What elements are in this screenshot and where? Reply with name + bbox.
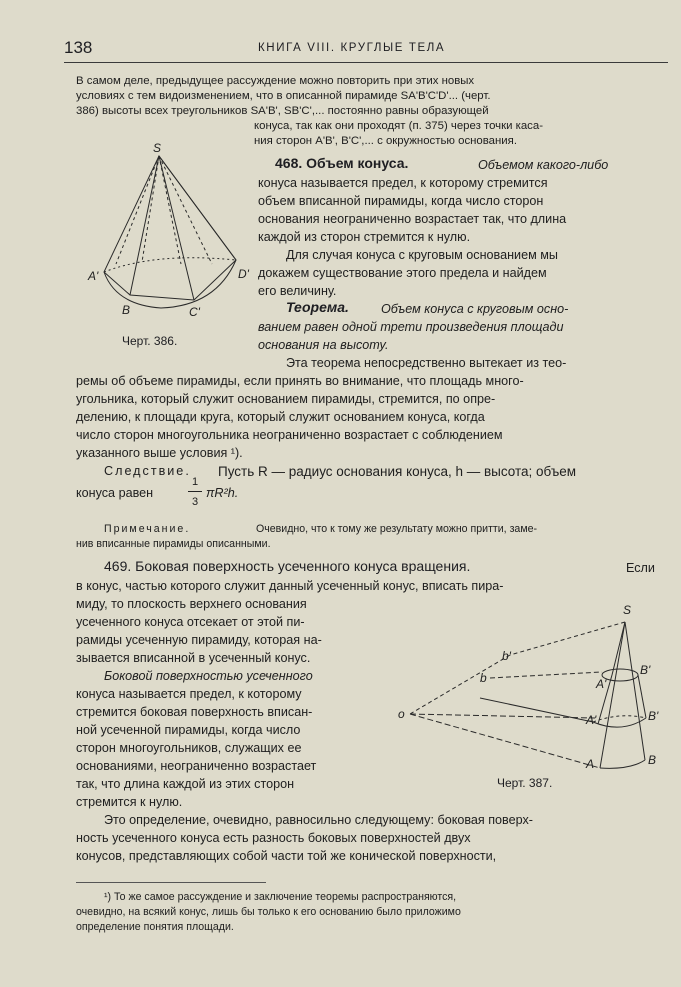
- note-line: нив вписанные пирамиды описанными.: [76, 538, 271, 550]
- figure-387-caption: Черт. 387.: [497, 776, 553, 790]
- proof-line: указанного выше условия ¹).: [76, 446, 243, 460]
- section-469-line: Боковой поверхностью усеченного: [104, 669, 313, 683]
- section-469-line: стремится к нулю.: [76, 795, 183, 809]
- fig387-label-s: S: [623, 603, 632, 617]
- formula-tail: πR²h.: [206, 486, 239, 500]
- section-468-title: 468. Объем конуса.: [275, 155, 409, 171]
- proof-line: ремы об объеме пирамиды, если принять во внимание, что площадь много-: [76, 374, 524, 388]
- intro-line: 386) высоты всех треугольников SA'B', SB'C',... постоянно равны образующей: [76, 105, 489, 117]
- fig387-label-b2: b: [480, 671, 487, 685]
- formula-numerator: 1: [192, 476, 199, 488]
- figure-387: [390, 600, 665, 780]
- fraction-bar: [188, 491, 202, 492]
- section-469-line: в конус, частью которого служит данный усеченный конус, вписать пира-: [76, 579, 504, 593]
- fig387-label-b5: B: [648, 753, 657, 767]
- running-title: КНИГА VIII. КРУГЛЫЕ ТЕЛА: [258, 42, 446, 54]
- section-469-line: ность усеченного конуса есть разность боковых поверхностей двух: [76, 831, 471, 845]
- corollary-text: Пусть R — радиус основания конуса, h — высота; объем: [218, 464, 577, 479]
- fig387-label-b3: B': [640, 663, 651, 677]
- fig387-label-b1: b': [502, 649, 511, 663]
- intro-line: В самом деле, предыдущее рассуждение можно повторить при этих новых: [76, 75, 475, 87]
- theorem-line: Объем конуса с круговым осно-: [381, 302, 569, 316]
- fig387-label-a2: A': [586, 713, 597, 727]
- section-469-line: миду, то плоскость верхнего основания: [76, 597, 307, 611]
- fig386-label-d: D': [238, 267, 249, 281]
- section-469-line: сторон многоугольников, служащих ее: [76, 741, 302, 755]
- section-469-line: так, что длина каждой из этих сторон: [76, 777, 295, 791]
- section-468-line: Объемом какого-либо: [478, 158, 609, 172]
- section-469-line: ной усеченной пирамиды, когда число: [76, 723, 301, 737]
- proof-line: число сторон многоугольника неограниченно возрастает с соблюдением: [76, 428, 503, 442]
- fig386-label-s: S: [153, 141, 162, 155]
- section-468-line: каждой из сторон стремится к нулю.: [258, 230, 471, 244]
- formula-denominator: 3: [192, 496, 199, 508]
- fig387-label-a3: A: [586, 757, 595, 771]
- section-469-line: основаниями, неограниченно возрастает: [76, 759, 317, 773]
- intro-line: условиях с тем видоизменением, что в описанной пирамиде SA'B'C'D'... (черт.: [76, 90, 491, 102]
- note-line: Очевидно, что к тому же результату можно притти, заме-: [256, 523, 538, 535]
- theorem-line: ванием равен одной трети произведения площади: [258, 320, 564, 334]
- section-469-line: усеченного конуса отсекает от этой пи-: [76, 615, 305, 629]
- page-number: 138: [64, 38, 93, 57]
- proof-line: Эта теорема непосредственно вытекает из тео-: [286, 356, 567, 370]
- section-469-line: стремится боковая поверхность вписан-: [76, 705, 313, 719]
- fig387-label-o: o: [398, 707, 405, 721]
- footnote-rule: [76, 882, 266, 883]
- intro-line: конуса, так как они проходят (п. 375) через точки каса-: [254, 120, 544, 132]
- running-head: [64, 38, 644, 60]
- corollary-label: Следствие.: [104, 464, 191, 478]
- section-469-line: Это определение, очевидно, равносильно следующему: боковая поверх-: [104, 813, 533, 827]
- fig386-label-a: A': [88, 269, 99, 283]
- section-468-line: его величину.: [258, 284, 337, 298]
- fig386-label-c: C': [189, 305, 200, 319]
- theorem-label: Теорема.: [286, 299, 349, 315]
- section-469-line: рамиды усеченную пирамиду, которая на-: [76, 633, 322, 647]
- section-468-line: Для случая конуса с круговым основанием мы: [286, 248, 558, 262]
- section-468-line: основания неограниченно возрастает так, что длина: [258, 212, 567, 226]
- note-label: Примечание.: [104, 523, 191, 535]
- proof-line: делению, к площади круга, который служит основанием конуса, когда: [76, 410, 485, 424]
- section-469-line: зывается вписанной в усеченный конус.: [76, 651, 311, 665]
- fig387-label-b4: B': [648, 709, 659, 723]
- section-469-title: 469. Боковая поверхность усеченного конуса вращения.: [104, 558, 471, 574]
- section-468-line: конуса называется предел, к которому стремится: [258, 176, 548, 190]
- proof-line: угольника, который служит основанием пирамиды, стремится, по опре-: [76, 392, 496, 406]
- figure-386: [86, 140, 251, 330]
- section-469-line: конусов, представляющих собой части той же конической поверхности,: [76, 849, 497, 863]
- figure-386-caption: Черт. 386.: [122, 334, 178, 348]
- section-469-title-tail: Если: [626, 561, 655, 575]
- fig387-label-a1: A': [596, 677, 607, 691]
- corollary-text: конуса равен: [76, 486, 154, 500]
- header-rule: [64, 62, 668, 63]
- fig386-label-b: B: [122, 303, 131, 317]
- footnote-line: ¹) То же самое рассуждение и заключение теоремы распространяются,: [104, 891, 457, 903]
- theorem-line: основания на высоту.: [258, 338, 389, 352]
- section-468-line: докажем существование этого предела и найдем: [258, 266, 547, 280]
- section-468-line: объем вписанной пирамиды, когда число сторон: [258, 194, 544, 208]
- section-469-line: конуса называется предел, к которому: [76, 687, 302, 701]
- intro-line: ния сторон A'B', B'C',... с окружностью основания.: [254, 135, 518, 147]
- footnote-line: очевидно, на всякий конус, лишь бы только к его основанию было приложимо: [76, 906, 461, 918]
- footnote-line: определение понятия площади.: [76, 921, 234, 933]
